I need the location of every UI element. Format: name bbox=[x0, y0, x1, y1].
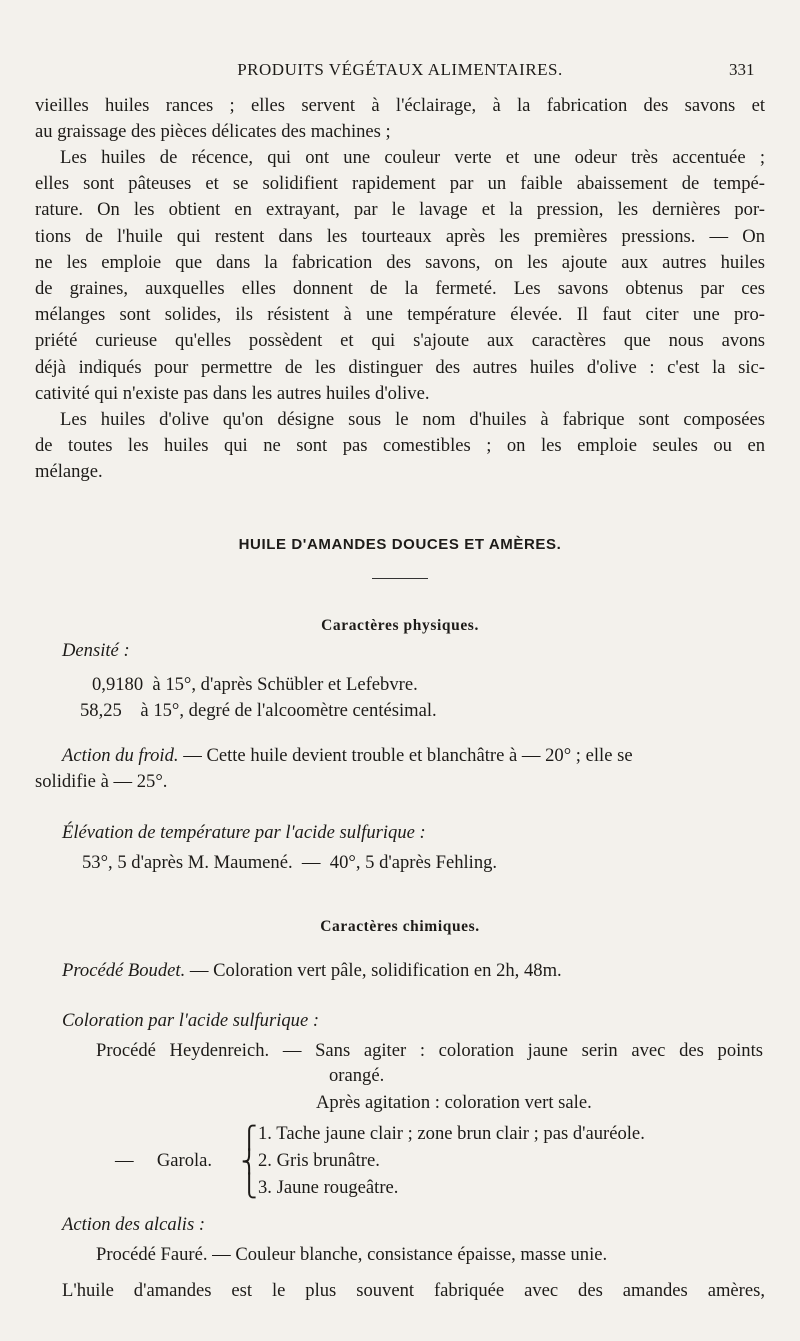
subsection-title-chemical: Caractères chimiques. bbox=[320, 918, 480, 935]
brace-middle: ⎨ bbox=[241, 1149, 258, 1174]
text-line: ne les emploie que dans la fabrication des savons, on les ajoute aux autres huiles bbox=[35, 251, 765, 273]
heydenreich-line-3: Après agitation : coloration vert sale. bbox=[316, 1092, 592, 1113]
paragraph-recence-oils bbox=[35, 145, 765, 407]
text-line: Les huiles d'olive qu'on désigne sous le nom d'huiles à fabrique sont composées bbox=[60, 409, 765, 430]
density-label: Densité : bbox=[62, 640, 130, 661]
brace-top: ⎧ bbox=[241, 1125, 258, 1150]
garola-item-2: 2. Gris brunâtre. bbox=[258, 1150, 380, 1171]
boudet-text: — Coloration vert pâle, solidification en 2h, 48m. bbox=[185, 960, 562, 981]
faure-line: Procédé Fauré. — Couleur blanche, consistance épaisse, masse unie. bbox=[96, 1244, 608, 1265]
section-divider bbox=[372, 578, 428, 579]
text-line: de graines, auxquelles elles donnent de la fermeté. Les savons obtenus par ces bbox=[35, 278, 765, 300]
cold-action-line bbox=[62, 745, 633, 767]
garola-item-3: 3. Jaune rougeâtre. bbox=[258, 1177, 399, 1198]
garola-item-1: 1. Tache jaune clair ; zone brun clair ; pas d'auréole. bbox=[258, 1123, 645, 1144]
running-header: PRODUITS VÉGÉTAUX ALIMENTAIRES. bbox=[237, 60, 563, 79]
paragraph-old-oils bbox=[35, 93, 765, 145]
page-number: 331 bbox=[729, 60, 755, 79]
sulfuric-coloration-label: Coloration par l'acide sulfurique : bbox=[62, 1010, 320, 1031]
heydenreich-line-2: orangé. bbox=[329, 1065, 385, 1086]
text-line: mélanges sont solides, ils résistent à une température élevée. Il faut citer une pro- bbox=[35, 304, 765, 326]
text-line: tions de l'huile qui restent dans les tourteaux après les premières pressions. — On bbox=[35, 225, 765, 247]
boudet-label: Procédé Boudet. bbox=[62, 960, 186, 981]
text-line: rature. On les obtient en extrayant, par le lavage et la pression, les dernières por- bbox=[35, 199, 765, 221]
density-value-1: 0,9180 à 15°, d'après Schübler et Lefebvre. bbox=[92, 674, 418, 695]
cold-action-text: — Cette huile devient trouble et blanchâtre à — 20° ; elle se bbox=[178, 745, 633, 766]
cold-action-label: Action du froid. bbox=[62, 745, 179, 766]
text-line: vieilles huiles rances ; elles servent à l'éclairage, à la fabrication des savons et bbox=[35, 95, 765, 116]
text-line: au graissage des pièces délicates des machines ; bbox=[35, 121, 391, 143]
alkali-action-label: Action des alcalis : bbox=[62, 1214, 206, 1235]
text-line: déjà indiqués pour permettre de les distinguer des autres huiles d'olive : c'est la sic- bbox=[35, 356, 765, 378]
brace-bottom: ⎩ bbox=[241, 1173, 258, 1198]
text-line: cativité qui n'existe pas dans les autres huiles d'olive. bbox=[35, 382, 430, 404]
text-line: Les huiles de récence, qui ont une couleur verte et une odeur très accentuée ; bbox=[60, 147, 765, 168]
temperature-elevation-values: 53°, 5 d'après M. Maumené. — 40°, 5 d'après Fehling. bbox=[82, 852, 498, 873]
text-line: priété curieuse qu'elles possèdent et qui s'ajoute aux caractères que nous avons bbox=[35, 330, 765, 352]
cold-action-text-2: solidifie à — 25°. bbox=[35, 771, 168, 792]
density-value-2: 58,25 à 15°, degré de l'alcoomètre centésimal. bbox=[80, 700, 437, 721]
paragraph-fabrique-oils bbox=[35, 407, 765, 486]
text-line: mélange. bbox=[35, 461, 103, 483]
heydenreich-line-1: Procédé Heydenreich. — Sans agiter : coloration jaune serin avec des points bbox=[96, 1040, 763, 1061]
temperature-elevation-label: Élévation de température par l'acide sulfurique : bbox=[62, 822, 426, 843]
garola-label: — Garola. bbox=[115, 1150, 213, 1171]
text-line: elles sont pâteuses et se solidifient rapidement par un faible abaissement de tempé- bbox=[35, 173, 765, 195]
section-title: HUILE D'AMANDES DOUCES ET AMÈRES. bbox=[238, 536, 562, 553]
subsection-title-physical: Caractères physiques. bbox=[321, 617, 479, 634]
text-line: de toutes les huiles qui ne sont pas comestibles ; on les emploie seules ou en bbox=[35, 435, 765, 457]
boudet-line bbox=[62, 960, 562, 982]
closing-line: L'huile d'amandes est le plus souvent fabriquée avec des amandes amères, bbox=[62, 1280, 765, 1301]
